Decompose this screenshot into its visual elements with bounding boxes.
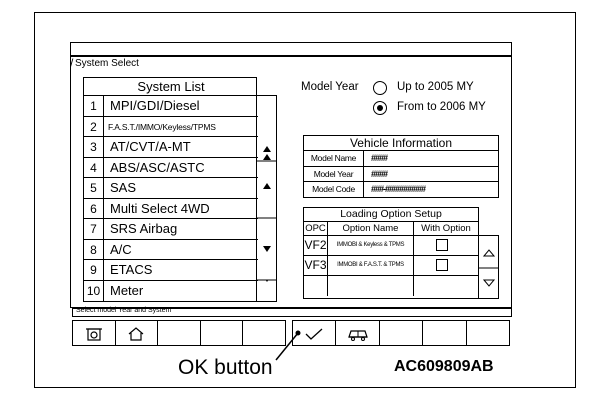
vehicle-info-key: Model Year — [304, 167, 364, 182]
header-with-option: With Option — [421, 223, 471, 234]
radio-label-up-to-2005: Up to 2005 MY — [397, 81, 474, 93]
option-name: IMMOBI & Keyless & TPMS — [328, 236, 414, 255]
option-name: IMMOBI & F.A.S.T. & TPMS — [328, 256, 414, 275]
system-item-label: MPI/GDI/Diesel — [110, 98, 200, 113]
vehicle-info-key: Model Code — [304, 182, 364, 198]
figure-code: AC609809AB — [394, 358, 494, 375]
system-item-label: Multi Select 4WD — [110, 200, 210, 216]
loading-option-title: Loading Option Setup — [304, 208, 478, 222]
system-item-number: 1 — [84, 96, 104, 116]
option-opc: VF2 — [304, 236, 328, 255]
system-item-label: Meter — [110, 282, 144, 298]
system-item-label: AT/CVT/A-MT — [110, 139, 191, 154]
system-list-title: System List — [84, 78, 258, 96]
radio-label-from-2006: From to 2006 MY — [397, 101, 486, 113]
ok-button-callout: OK button — [178, 356, 273, 379]
system-item-label: ETACS — [110, 262, 153, 277]
system-item-label: SAS — [110, 180, 137, 195]
system-item-number: 9 — [84, 260, 104, 280]
system-item-label: ABS/ASC/ASTC — [110, 159, 205, 175]
system-item-number: 4 — [84, 158, 104, 178]
corner-slash-icon: / — [70, 56, 74, 70]
system-item-number: 2 — [84, 117, 104, 137]
vehicle-info-value: ###-########## — [371, 184, 426, 194]
system-item-number: 3 — [84, 137, 104, 157]
system-item-label: A/C — [110, 241, 132, 257]
header-option-name: Option Name — [328, 222, 414, 235]
vehicle-info-key: Model Name — [304, 151, 364, 166]
header-opc: OPC — [304, 222, 328, 235]
vehicle-info-value: #### — [371, 153, 388, 163]
vehicle-info-title: Vehicle Information — [304, 136, 498, 151]
system-item-number: 7 — [84, 219, 104, 239]
system-item-number: 6 — [84, 199, 104, 219]
system-item-label: F.A.S.T./IMMO/Keyless/TPMS — [108, 121, 216, 132]
status-text: Select model Year and System — [76, 307, 172, 314]
model-year-label: Model Year — [301, 81, 359, 93]
system-item-number: 10 — [84, 281, 104, 302]
screen-title-text: System Select — [75, 58, 139, 69]
system-item-number: 5 — [84, 178, 104, 198]
vehicle-info-value: #### — [371, 168, 388, 179]
option-opc: VF3 — [304, 256, 328, 275]
system-item-number: 8 — [84, 240, 104, 260]
system-item-label: SRS Airbag — [110, 221, 178, 236]
